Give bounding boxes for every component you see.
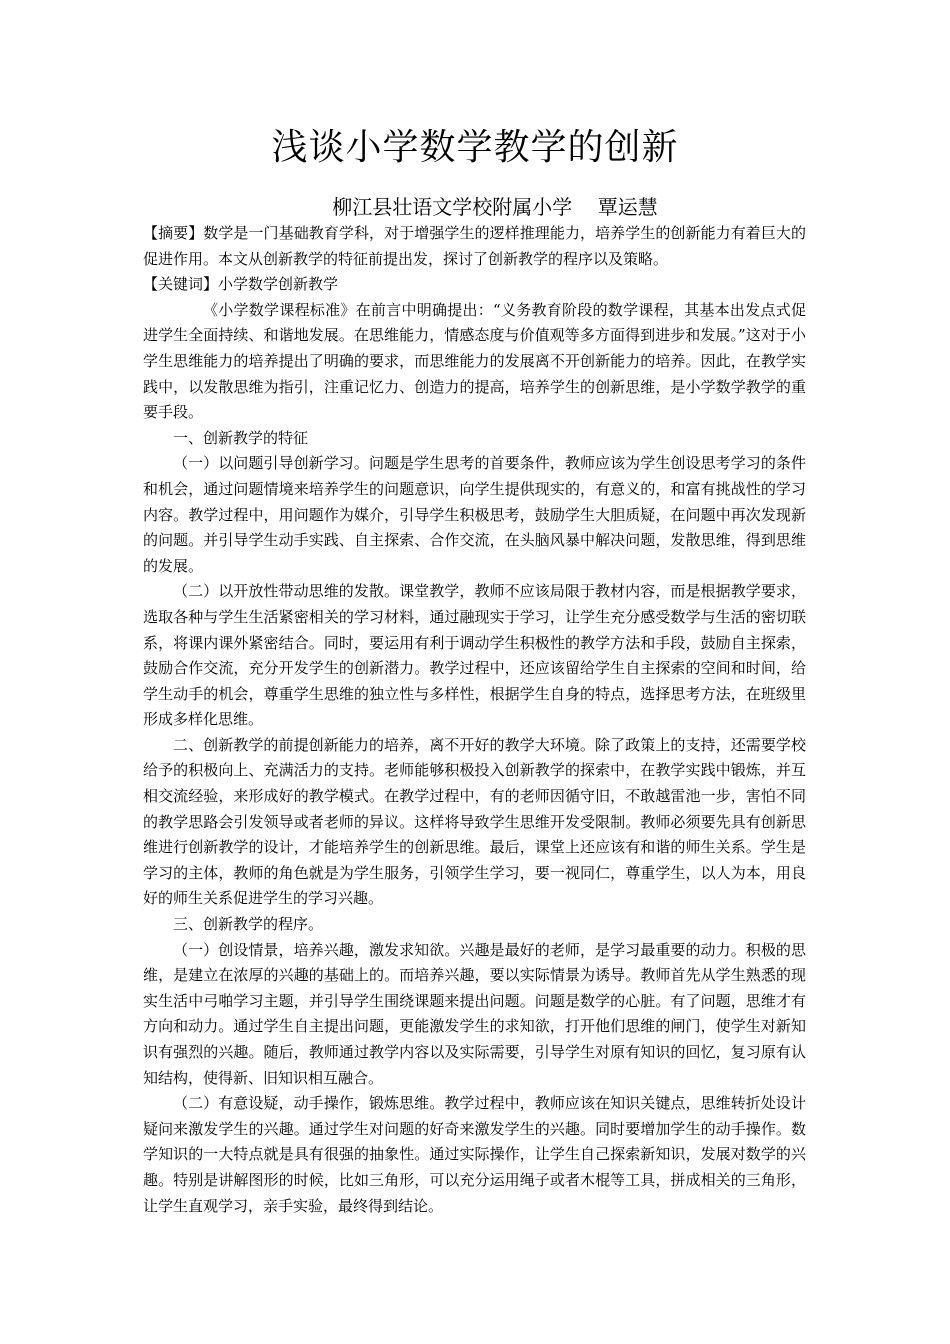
document-body <box>143 221 806 1219</box>
keywords-line: 【关键词】小学数学创新教学 <box>143 275 339 294</box>
section-heading: 一、创新教学的特征 <box>173 428 309 447</box>
body-paragraph: （一）以问题引导创新学习。问题是学生思考的首要条件，教师应该为学生创设思考学习的条件和机会，通过问题情境来培养学生的问题意识，向学生提供现实的，有意义的，和富有挑战性的学习内容。教学过程中，用问题作为媒介，引导学生积极思考，鼓励学生大胆质疑，在问题中再次发现新的问题。并引导学生动手实践、自主探索、合作交流，在头脑风暴中解决问题，发散思维，得到思维的发展。 <box>143 454 806 575</box>
body-paragraph: 二、创新教学的前提创新能力的培养，离不开好的教学大环境。除了政策上的支持，还需要学校给予的积极向上、充满活力的支持。老师能够积极投入创新教学的探索中，在教学实践中锻炼，并互相交流经验，来形成好的教学模式。在教学过程中，有的老师因循守旧，不敢越雷池一步，害怕不同的教学思路会引发领导或者老师的异议。这样将导致学生思维开发受限制。教师必须要先具有创新思维进行创新教学的设计，才能培养学生的创新思维。最后，课堂上还应该有和谐的师生关系。学生是学习的主体，教师的角色就是为学生服务，引领学生学习，要一视同仁，尊重学生，以人为本，用良好的师生关系促进学生的学习兴趣。 <box>143 735 806 908</box>
body-paragraph: （一）创设情景，培养兴趣，激发求知欲。兴趣是最好的老师，是学习最重要的动力。积极的思维，是建立在浓厚的兴趣的基础上的。而培养兴趣，要以实际情景为诱导。教师首先从学生熟悉的现实生活中弓啪学习主题，并引导学生围绕课题来提出问题。问题是数学的心脏。有了问题，思维才有方向和动力。通过学生自主提出问题，更能激发学生的求知欲，打开他们思维的闸门，使学生对新知识有强烈的兴趣。随后，教师通过教学内容以及实际需要，引导学生对原有知识的回忆，复习原有认知结构，使得新、旧知识相互融合。 <box>143 940 806 1087</box>
abstract-paragraph: 【摘要】数学是一门基础教育学科，对于增强学生的逻样推理能力，培养学生的创新能力有着巨大的促进作用。本文从创新教学的特征前提出发，探讨了创新教学的程序以及策略。 <box>143 224 806 268</box>
section-heading: 三、创新教学的程序。 <box>173 915 324 934</box>
body-paragraph: 《小学数学课程标准》在前言中明确提出：“义务教育阶段的数学课程，其基本出发点式促进学生全面持续、和谐地发展。在思维能力，情感态度与价值观等多方面得到进步和发展。”这对于小学生思维能力的培养提出了明确的要求，而思维能力的发展离不开创新能力的培养。因此，在教学实践中，以发散思维为指引，注重记忆力、创造力的提高，培养学生的创新思维，是小学数学教学的重要手段。 <box>143 300 806 422</box>
body-paragraph: （二）以开放性带动思维的发散。课堂教学，教师不应该局限于教材内容，而是根据教学要求，选取各种与学生生活紧密相关的学习材料，通过融现实于学习，让学生充分感受数学与生活的密切联系，将课内课外紧密结合。同时，要运用有利于调动学生积极性的教学方法和手段，鼓励自主探索，鼓励合作交流，充分开发学生的创新潜力。教学过程中，还应该留给学生自主探索的空间和时间，给学生动手的机会，尊重学生思维的独立性与多样性，根据学生自身的特点，选择思考方法，在班级里形成多样化思维。 <box>143 582 806 729</box>
document-title: 浅谈小学数学教学的创新 <box>271 127 679 168</box>
body-paragraph: （二）有意设疑，动手操作，锻炼思维。教学过程中，教师应该在知识关键点，思维转折处设计疑问来激发学生的兴趣。通过学生对问题的好奇来激发学生的兴趣。同时要增加学生的动手操作。数学知识的一大特点就是具有很强的抽象性。通过实际操作，让学生自己探索新知识，发展对数学的兴趣。特别是讲解图形的时候，比如三角形，可以充分运用绳子或者木棍等工具，拼成相关的三角形，让学生直观学习，亲手实验，最终得到结论。 <box>143 1094 806 1215</box>
author-line: 柳江县壮语文学校附属小学 覃运慧 <box>332 195 658 219</box>
